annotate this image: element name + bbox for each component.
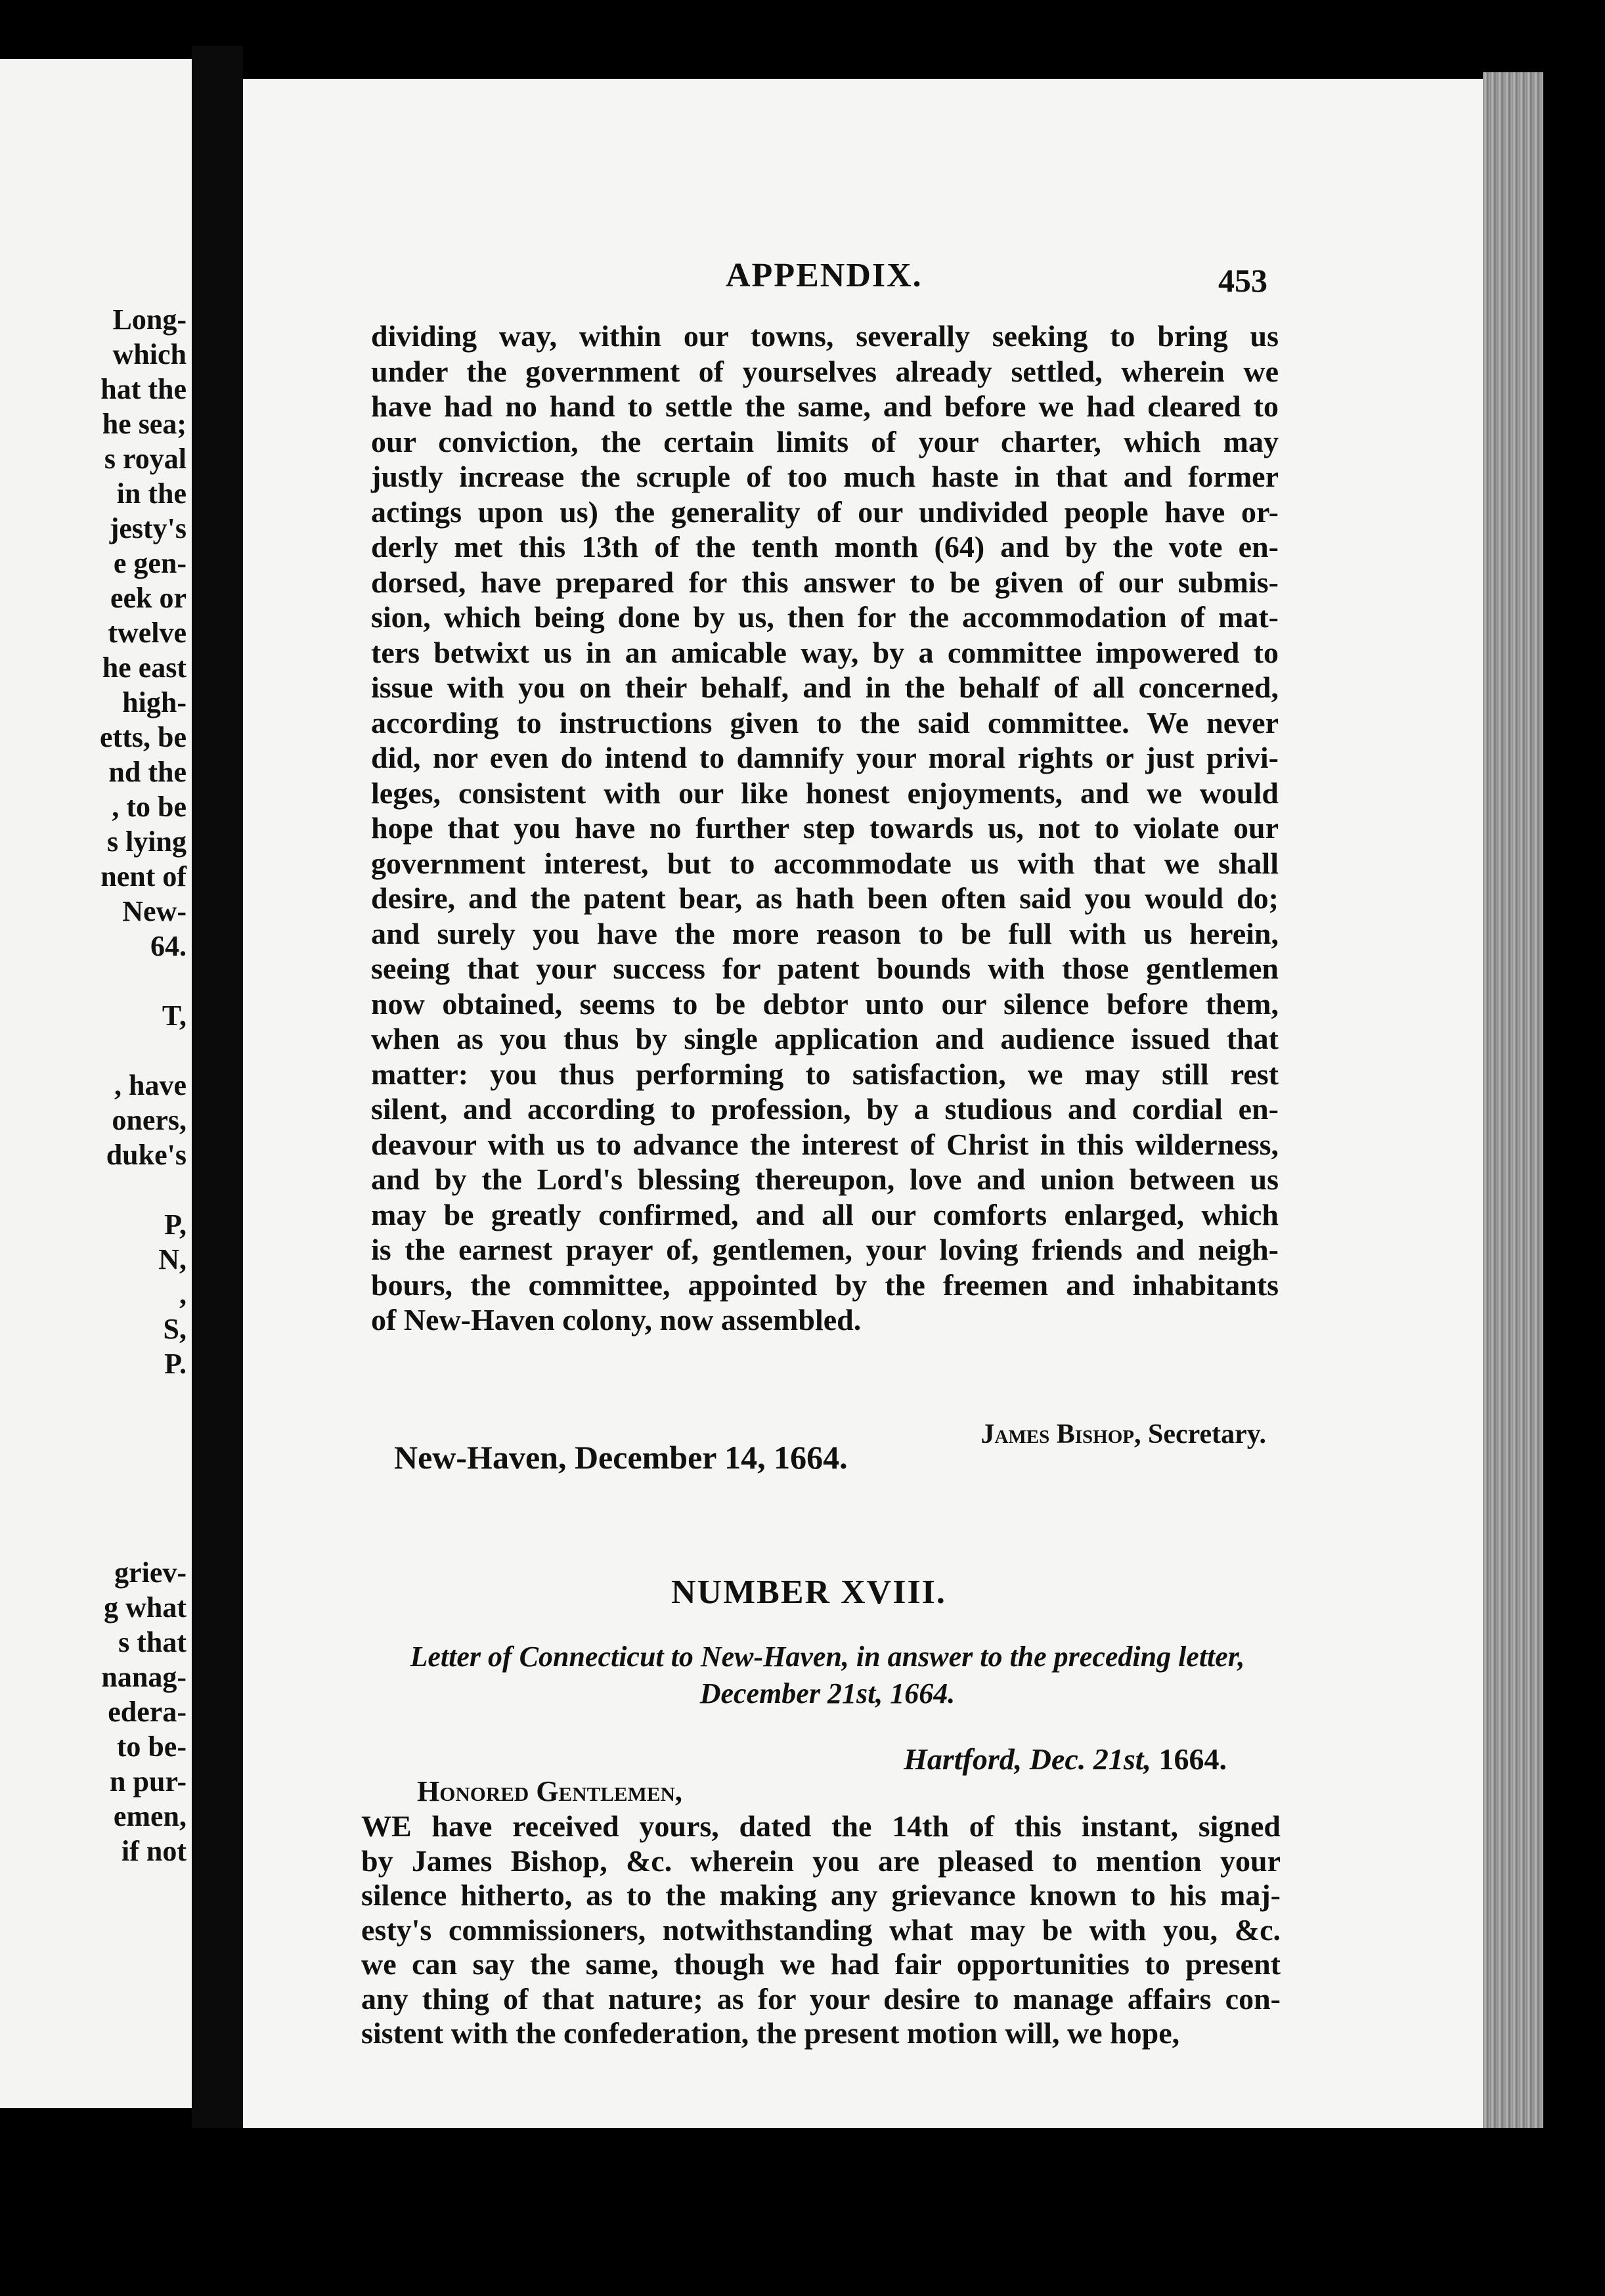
facing-page-line: duke's: [106, 1139, 187, 1171]
text-line: now obtained, seems to be debtor unto our silence before them,: [371, 986, 1279, 1021]
facing-page-line: he east: [102, 651, 187, 684]
place-date: New-Haven, December 14, 1664.: [394, 1439, 848, 1476]
text-line: our conviction, the certain limits of your charter, which may: [371, 424, 1279, 458]
facing-page-line: eek or: [110, 582, 187, 614]
facing-page-line: [100, 1381, 187, 1416]
letter-place-date: [904, 1742, 1227, 1777]
text-line: dorsed, have prepared for this answer to be given of our submis-: [371, 565, 1279, 599]
text-line: we can say the same, though we had fair opportunities to present: [361, 1947, 1281, 1981]
text-line: esty's commissioners, notwithstanding what may be with you, &c.: [361, 1912, 1281, 1947]
text-line: leges, consistent with our like honest enjoyments, and we would: [371, 776, 1279, 810]
text-line: hope that you have no further step towards us, not to violate our: [371, 811, 1279, 845]
signature-title: , Secretary.: [1134, 1419, 1266, 1449]
facing-page-line: Long-: [112, 303, 187, 336]
letter-year: 1664.: [1151, 1742, 1227, 1776]
letter-caption: [374, 1639, 1281, 1712]
facing-page-line: which: [112, 338, 187, 370]
facing-page-line: [100, 963, 187, 998]
text-line: sistent with the confederation, the present motion will, we hope,: [361, 2016, 1180, 2050]
facing-page-line: nent of: [100, 860, 187, 893]
facing-page-line: P.: [164, 1348, 187, 1380]
page-edges: [1483, 72, 1543, 2128]
text-line: derly met this 13th of the tenth month (64) and by the vote en-: [371, 530, 1279, 563]
text-line: matter: you thus performing to satisfaction, we may still rest: [371, 1057, 1279, 1091]
letter-place: Hartford, Dec. 21st,: [904, 1742, 1151, 1776]
facing-page-line: , to be: [112, 791, 187, 823]
facing-page-text: [100, 302, 187, 1868]
page-number: 453: [1218, 262, 1267, 299]
facing-page-line: griev-: [114, 1556, 187, 1589]
body-text: [371, 319, 1279, 1338]
running-head: APPENDIX.: [726, 257, 923, 294]
facing-page-line: [100, 1416, 187, 1451]
facing-page-line: n pur-: [110, 1765, 187, 1798]
facing-page-line: s lying: [106, 826, 187, 858]
text-line: justly increase the scruple of too much haste in that and former: [371, 460, 1279, 493]
facing-page-line: oners,: [112, 1104, 187, 1136]
facing-page-line: ,: [179, 1278, 187, 1310]
text-line: sion, which being done by us, then for the accommodation of mat-: [371, 600, 1279, 634]
text-line: is the earnest prayer of, gentlemen, your loving friends and neigh-: [371, 1233, 1279, 1266]
text-line: under the government of yourselves already settled, wherein we: [371, 354, 1279, 388]
facing-page-line: edera-: [108, 1696, 187, 1728]
text-line: according to instructions given to the said committee. We never: [371, 705, 1279, 740]
text-line: when as you thus by single application and audience issued that: [371, 1022, 1279, 1055]
book-page: [243, 79, 1483, 2128]
signature: [980, 1419, 1266, 1450]
text-line: ters betwixt us in an amicable way, by a committee impowered to: [371, 635, 1279, 669]
text-line: may be greatly confirmed, and all our comforts enlarged, which: [371, 1197, 1279, 1231]
facing-page-line: if not: [121, 1835, 187, 1867]
facing-page-line: [100, 1172, 187, 1207]
text-line: did, nor even do intend to damnify your moral rights or just privi-: [371, 741, 1279, 774]
caption-line: December 21st, 1664.: [699, 1677, 956, 1710]
section-heading: NUMBER XVIII.: [671, 1574, 946, 1611]
caption-line: Letter of Connecticut to New-Haven, in answer to the preceding letter,: [410, 1641, 1245, 1673]
facing-page-line: g what: [104, 1591, 187, 1623]
text-line: actings upon us) the generality of our undivided people have or-: [371, 495, 1279, 529]
facing-page-line: 64.: [150, 930, 187, 962]
text-line: bours, the committee, appointed by the freemen and inhabitants: [371, 1268, 1279, 1302]
text-line: silent, and according to profession, by a studious and cordial en-: [371, 1092, 1279, 1126]
facing-page-line: in the: [116, 477, 187, 510]
facing-page-line: P,: [164, 1208, 187, 1241]
facing-page-line: to be-: [116, 1731, 187, 1763]
text-line: by James Bishop, &c. wherein you are pleased to mention your: [361, 1843, 1281, 1878]
text-line: government interest, but to accommodate us with that we shall: [371, 846, 1279, 880]
facing-page-line: he sea;: [102, 408, 187, 440]
text-line: silence hitherto, as to the making any grievance known to his maj-: [361, 1878, 1281, 1912]
facing-page: [0, 59, 192, 2108]
page-header: [243, 256, 1483, 302]
facing-page-line: hat the: [100, 373, 187, 405]
text-line: seeing that your success for patent bounds with those gentlemen: [371, 952, 1279, 985]
text-line: deavour with us to advance the interest of Christ in this wilderness,: [371, 1127, 1279, 1161]
facing-page-line: twelve: [108, 617, 187, 649]
text-line: issue with you on their behalf, and in the behalf of all concerned,: [371, 671, 1279, 704]
facing-page-line: nanag-: [101, 1661, 187, 1693]
facing-page-line: [100, 1486, 187, 1520]
text-line: any thing of that nature; as for your desire to manage affairs con-: [361, 1981, 1281, 2016]
facing-page-line: nd the: [108, 756, 187, 788]
text-line: dividing way, within our towns, severally seeking to bring us: [371, 319, 1279, 353]
facing-page-line: s royal: [104, 443, 187, 475]
text-line: WE have received yours, dated the 14th of this instant, signed: [361, 1809, 1281, 1843]
facing-page-line: [100, 1520, 187, 1555]
facing-page-line: high-: [122, 686, 187, 718]
facing-page-line: N,: [158, 1243, 187, 1275]
letter-body: [361, 1809, 1281, 2051]
facing-page-line: emen,: [113, 1800, 187, 1832]
salutation: Honored Gentlemen,: [417, 1775, 682, 1807]
facing-page-line: jesty's: [109, 512, 187, 544]
text-line: of New-Haven colony, now assembled.: [371, 1303, 862, 1336]
facing-page-line: s that: [118, 1626, 187, 1658]
facing-page-line: [100, 1451, 187, 1486]
facing-page-line: [100, 1033, 187, 1068]
text-line: desire, and the patent bear, as hath been often said you would do;: [371, 881, 1279, 915]
facing-page-line: S,: [163, 1313, 187, 1345]
facing-page-line: e gen-: [113, 547, 187, 579]
text-line: have had no hand to settle the same, and before we had cleared to: [371, 389, 1279, 423]
facing-page-line: T,: [162, 1000, 187, 1032]
text-line: and by the Lord's blessing thereupon, love and union between us: [371, 1162, 1279, 1196]
text-line: and surely you have the more reason to be full with us herein,: [371, 916, 1279, 950]
signature-name: James Bishop: [980, 1419, 1135, 1449]
facing-page-line: etts, be: [100, 721, 187, 753]
facing-page-line: , have: [114, 1069, 187, 1101]
book-gutter: [192, 46, 243, 2128]
facing-page-line: New-: [122, 895, 187, 927]
